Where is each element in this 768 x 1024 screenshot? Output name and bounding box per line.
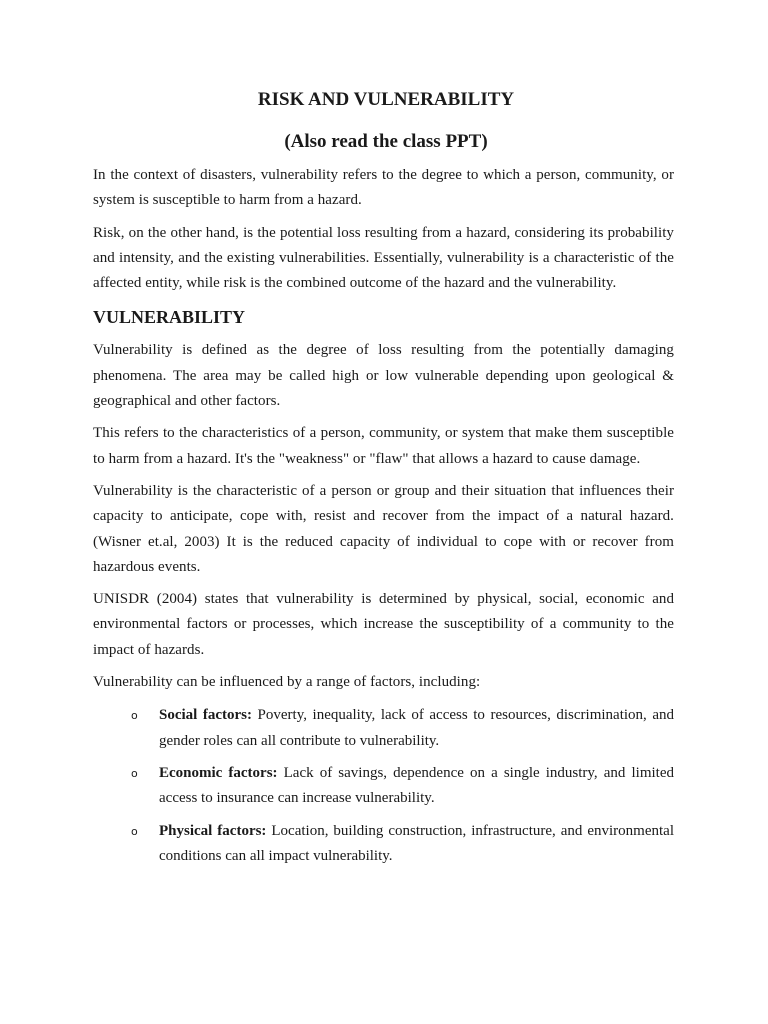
list-item — [93, 703, 674, 754]
body-paragraph: UNISDR (2004) states that vulnerability is determined by physical, social, economic and environmental factors or processes, which increase the susceptibility of a community to the impact of hazards. — [93, 591, 674, 658]
factor-term: Social factors: — [159, 707, 253, 724]
list-item — [93, 819, 674, 870]
intro-paragraph: Risk, on the other hand, is the potential loss resulting from a hazard, considering its probability and intensity, and the existing vulnerabilities. Essentially, vulnerability is a characteristic of the affected entity, while risk is the combined outcome of the hazard and the vulnerability. — [93, 224, 674, 292]
bullet-icon: o — [131, 709, 138, 723]
bullet-icon: o — [131, 766, 138, 780]
document-page — [93, 86, 674, 876]
factor-text: Poverty, inequality, lack of access to resources, discrimination, and gender roles can all contribute to vulnerability. — [159, 707, 674, 749]
factor-term: Economic factors: — [159, 764, 278, 781]
body-paragraph: Vulnerability can be influenced by a range of factors, including: — [93, 674, 481, 691]
body-paragraph: Vulnerability is the characteristic of a person or group and their situation that influences their capacity to anticipate, cope with, resist and recover from the impact of a natural hazard. (Wisner et.al, 2003) It is the reduced capacity of individual to cope with or recover from hazardous events. — [93, 482, 674, 575]
document-title: RISK AND VULNERABILITY — [257, 89, 515, 110]
factor-text: Lack of savings, dependence on a single industry, and limited access to insurance can increase vulnerability. — [159, 764, 674, 807]
intro-paragraph: In the context of disasters, vulnerability refers to the degree to which a person, community, or system is susceptible to harm from a hazard. — [93, 167, 674, 209]
body-paragraph: Vulnerability is defined as the degree of loss resulting from the potentially damaging phenomena. The area may be called high or low vulnerable depending upon geological & geographical and other factors. — [93, 342, 674, 410]
factor-term: Physical factors: — [159, 822, 267, 839]
section-heading: VULNERABILITY — [93, 307, 246, 328]
list-item — [93, 761, 674, 812]
factors-list — [93, 703, 674, 869]
bullet-icon: o — [131, 824, 138, 838]
document-subtitle: (Also read the class PPT) — [284, 131, 488, 152]
body-paragraph: This refers to the characteristics of a person, community, or system that make them susceptible to harm from a hazard. It's the "weakness" or "flaw" that allows a hazard to cause damage. — [93, 425, 674, 467]
factor-text: Location, building construction, infrastructure, and environmental conditions can all impact vulnerability. — [159, 822, 674, 864]
